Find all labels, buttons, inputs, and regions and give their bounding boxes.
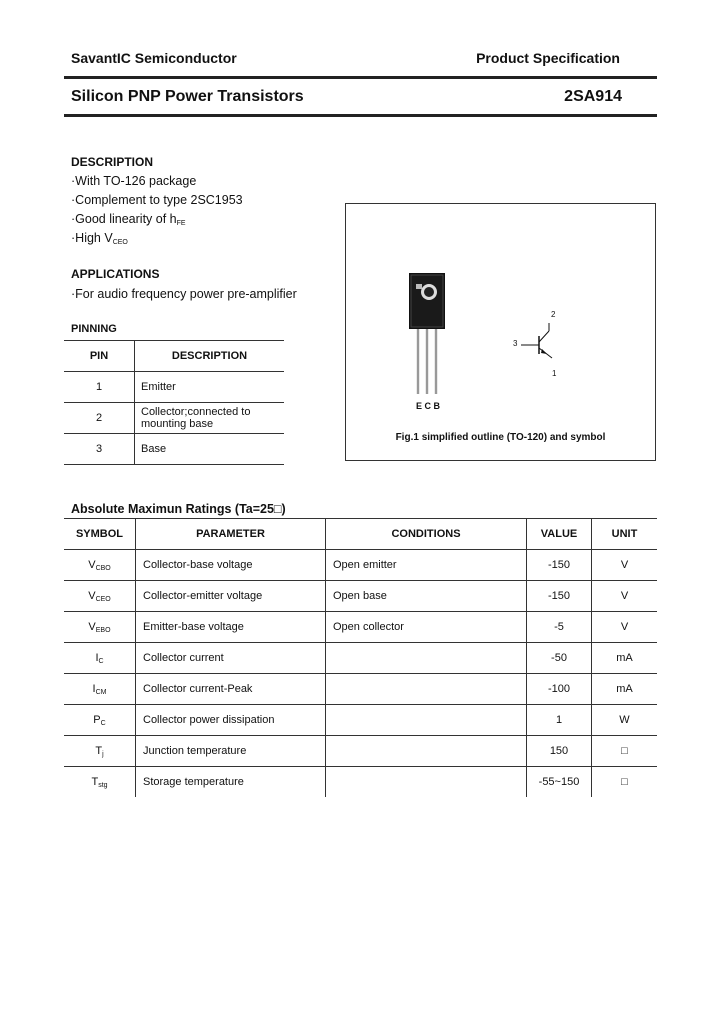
ratings-header-row bbox=[64, 519, 657, 550]
conditions-cell bbox=[326, 767, 527, 798]
table-row bbox=[64, 736, 657, 767]
part-number: 2SA914 bbox=[564, 88, 622, 105]
parameter-cell: Collector-emitter voltage bbox=[136, 581, 326, 612]
description-item: ·Good linearity of $h_{FE}$ bbox=[71, 212, 186, 227]
pin-label-3: 3 bbox=[513, 339, 518, 348]
parameter-cell: Collector-base voltage bbox=[136, 550, 326, 581]
symbol-cell: $T_{stg}$ bbox=[64, 767, 136, 798]
description-item: ·With TO-126 package bbox=[71, 174, 197, 188]
parameter-cell: Junction temperature bbox=[136, 736, 326, 767]
symbol-cell: $V_{EBO}$ bbox=[64, 612, 136, 643]
document-title: Silicon PNP Power Transistors bbox=[71, 88, 304, 105]
conditions-cell: Open collector bbox=[326, 612, 527, 643]
parameter-column-header: PARAMETER bbox=[136, 519, 326, 550]
pinning-table bbox=[64, 340, 284, 465]
package-figure bbox=[345, 203, 656, 461]
description-item: ·Complement to type 2SC1953 bbox=[71, 193, 243, 207]
ratings-heading: Absolute Maximun Ratings (Ta=25□) bbox=[71, 502, 286, 516]
ratings-table bbox=[64, 518, 657, 797]
unit-column-header: UNIT bbox=[592, 519, 658, 550]
symbol-cell: $V_{CBO}$ bbox=[64, 550, 136, 581]
symbol-arrow bbox=[541, 349, 547, 354]
conditions-cell: Open emitter bbox=[326, 550, 527, 581]
applications-heading: APPLICATIONS bbox=[71, 267, 160, 281]
unit-cell: V bbox=[592, 550, 658, 581]
pin-number: 2 bbox=[64, 403, 135, 434]
unit-cell: W bbox=[592, 705, 658, 736]
symbol-cell: $P_C$ bbox=[64, 705, 136, 736]
pin-description: Collector;connected to mounting base bbox=[135, 403, 285, 434]
table-row bbox=[64, 643, 657, 674]
description-column-header: DESCRIPTION bbox=[135, 341, 285, 372]
symbol-collector-line bbox=[539, 331, 549, 342]
title-divider bbox=[64, 114, 657, 117]
symbol-cell: $I_{CM}$ bbox=[64, 674, 136, 705]
pin-description: Emitter bbox=[135, 372, 285, 403]
conditions-cell bbox=[326, 643, 527, 674]
value-cell: -50 bbox=[527, 643, 592, 674]
conditions-cell bbox=[326, 674, 527, 705]
parameter-cell: Collector current bbox=[136, 643, 326, 674]
conditions-cell bbox=[326, 705, 527, 736]
value-cell: 150 bbox=[527, 736, 592, 767]
table-row bbox=[64, 674, 657, 705]
transistor-package-drawing bbox=[346, 204, 655, 419]
symbol-column-header: SYMBOL bbox=[64, 519, 136, 550]
value-cell: -150 bbox=[527, 581, 592, 612]
conditions-cell: Open base bbox=[326, 581, 527, 612]
unit-cell: mA bbox=[592, 643, 658, 674]
parameter-cell: Collector current-Peak bbox=[136, 674, 326, 705]
description-heading: DESCRIPTION bbox=[71, 155, 154, 169]
value-cell: -5 bbox=[527, 612, 592, 643]
symbol-cell: $I_C$ bbox=[64, 643, 136, 674]
pin-column-header: PIN bbox=[64, 341, 135, 372]
table-row bbox=[64, 550, 657, 581]
conditions-cell bbox=[326, 736, 527, 767]
unit-cell: V bbox=[592, 612, 658, 643]
pin-number: 3 bbox=[64, 434, 135, 465]
parameter-cell: Emitter-base voltage bbox=[136, 612, 326, 643]
value-cell: -55~150 bbox=[527, 767, 592, 798]
value-cell: 1 bbox=[527, 705, 592, 736]
unit-cell: □ bbox=[592, 767, 658, 798]
table-row bbox=[64, 372, 284, 403]
pinning-heading: PINNING bbox=[71, 323, 117, 335]
symbol-cell: $V_{CEO}$ bbox=[64, 581, 136, 612]
value-column-header: VALUE bbox=[527, 519, 592, 550]
parameter-cell: Collector power dissipation bbox=[136, 705, 326, 736]
pin-label-1: 1 bbox=[552, 369, 557, 378]
figure-caption: Fig.1 simplified outline (TO-120) and symbol bbox=[395, 432, 606, 443]
lead-labels: E C B bbox=[416, 401, 441, 411]
table-row bbox=[64, 581, 657, 612]
table-row bbox=[64, 612, 657, 643]
header-divider bbox=[64, 76, 657, 79]
unit-cell: □ bbox=[592, 736, 658, 767]
spec-label: Product Specification bbox=[476, 50, 620, 66]
conditions-column-header: CONDITIONS bbox=[326, 519, 527, 550]
table-row bbox=[64, 434, 284, 465]
pin-label-2: 2 bbox=[551, 310, 556, 319]
pinning-header-row bbox=[64, 341, 284, 372]
table-row bbox=[64, 403, 284, 434]
value-cell: -100 bbox=[527, 674, 592, 705]
company-name: SavantIC Semiconductor bbox=[71, 50, 237, 66]
parameter-cell: Storage temperature bbox=[136, 767, 326, 798]
application-item: ·For audio frequency power pre-amplifier bbox=[71, 287, 297, 301]
table-row bbox=[64, 767, 657, 798]
unit-cell: mA bbox=[592, 674, 658, 705]
description-item: ·High $V_{CEO}$ bbox=[71, 231, 128, 246]
pin-description: Base bbox=[135, 434, 285, 465]
unit-cell: V bbox=[592, 581, 658, 612]
pin-number: 1 bbox=[64, 372, 135, 403]
value-cell: -150 bbox=[527, 550, 592, 581]
symbol-cell: $T_j$ bbox=[64, 736, 136, 767]
table-row bbox=[64, 705, 657, 736]
